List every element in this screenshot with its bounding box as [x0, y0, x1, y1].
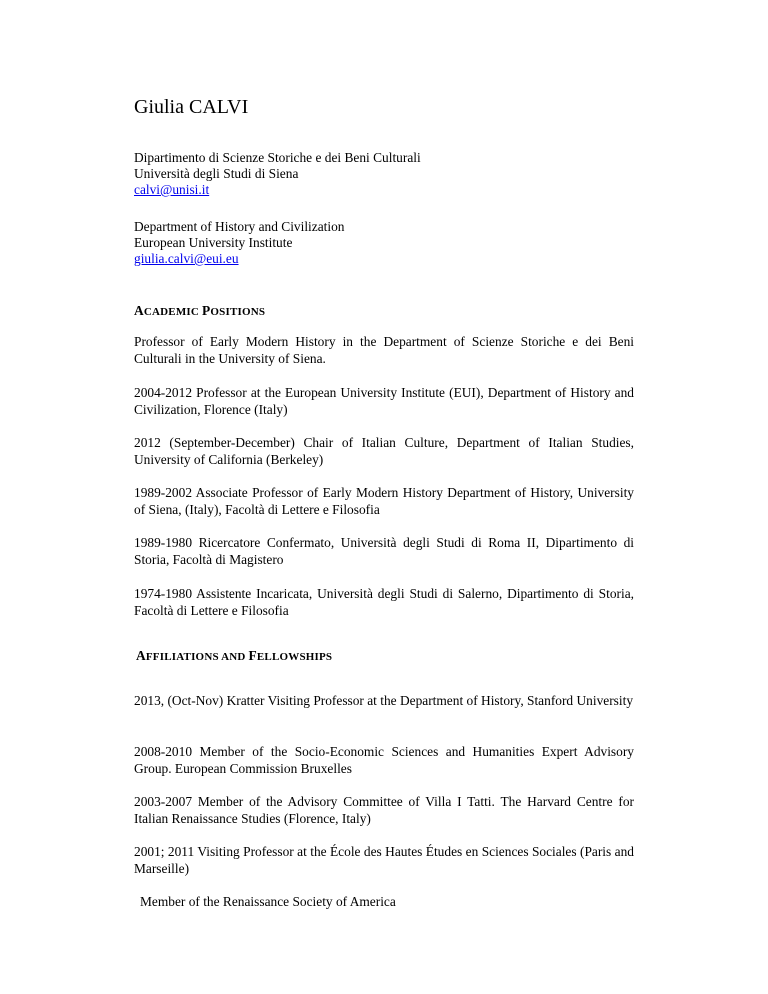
affiliation-item: 2001; 2011 Visiting Professor at the École des Hautes Études en Sciences Sociales (Paris and Marseille): [134, 844, 634, 876]
eui-institute: European University Institute: [134, 235, 293, 250]
academic-positions-heading: ACADEMIC POSITIONS: [134, 303, 266, 318]
position-item: 2012 (September-December) Chair of Italian Culture, Department of Italian Studies, University of California (Berkeley): [134, 435, 634, 467]
eui-department: Department of History and Civilization: [134, 219, 345, 234]
eui-affiliation: [134, 219, 344, 267]
position-item: 2004-2012 Professor at the European University Institute (EUI), Department of History and Civilization, Florence (Italy): [134, 385, 634, 417]
author-name: Giulia CALVI: [134, 96, 249, 118]
position-item: 1989-2002 Associate Professor of Early Modern History Department of History, University of Siena, (Italy), Facoltà di Lettere e Filosofia: [134, 485, 634, 517]
siena-email-link[interactable]: calvi@unisi.it: [134, 182, 210, 197]
position-item: 1974-1980 Assistente Incaricata, Università degli Studi di Salerno, Dipartimento di Storia, Facoltà di Lettere e Filosofia: [134, 586, 634, 618]
affiliation-item: 2003-2007 Member of the Advisory Committee of Villa I Tatti. The Harvard Centre for Italian Renaissance Studies (Florence, Italy): [134, 794, 634, 826]
siena-university: Università degli Studi di Siena: [134, 166, 299, 181]
affiliation-item: 2013, (Oct-Nov) Kratter Visiting Professor at the Department of History, Stanford University: [134, 693, 634, 708]
affiliation-item: 2008-2010 Member of the Socio-Economic Sciences and Humanities Expert Advisory Group. European Commission Bruxelles: [134, 744, 634, 776]
siena-affiliation: [134, 150, 421, 198]
position-item: Professor of Early Modern History in the Department of Scienze Storiche e dei Beni Culturali in the University of Siena.: [134, 334, 634, 366]
position-item: 1989-1980 Ricercatore Confermato, Università degli Studi di Roma II, Dipartimento di Storia, Facoltà di Magistero: [134, 535, 634, 567]
affiliation-item: Member of the Renaissance Society of America: [140, 894, 396, 909]
eui-email-link[interactable]: giulia.calvi@eui.eu: [134, 251, 239, 266]
siena-department: Dipartimento di Scienze Storiche e dei Beni Culturali: [134, 150, 421, 165]
affiliations-heading: AFFILIATIONS AND FELLOWSHIPS: [136, 648, 333, 663]
